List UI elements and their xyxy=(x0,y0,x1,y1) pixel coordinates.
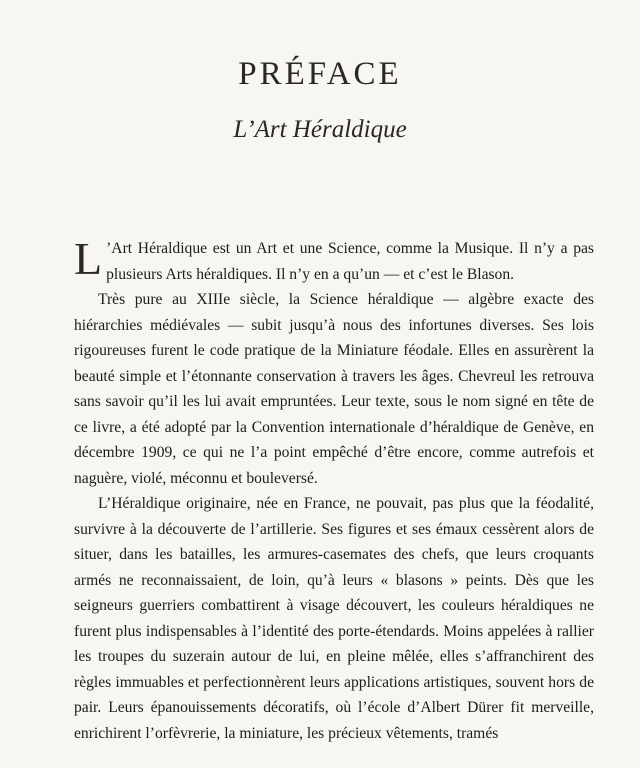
drop-cap: L xyxy=(74,233,103,284)
paragraph-1-text: ’Art Héraldique est un Art et une Science, comme la Musique. Il n’y a pas plusieurs Arts héraldiques. Il n’y en a qu’un — et c’est le Blason. xyxy=(106,240,594,283)
page-subtitle: L’Art Héraldique xyxy=(233,116,407,143)
body-text xyxy=(74,233,594,746)
paragraph-2: Très pure au XIIIe siècle, la Science héraldique — algèbre exacte des hiérarchies médiévales — subit jusqu’à nous des infortunes diverses. Ses lois rigoureuses furent le code pratique de la Miniature féodale. Elles en assurèrent la beauté simple et l’étonnante conservation à travers les âges. Chevreul les retrouva sans savoir qu’il les lui avait empruntées. Leur texte, sous le nom signé en tête de ce livre, a été adopté par la Convention internationale d’héraldique de Genève, en décembre 1909, ce qui ne l’a point empêché d’être encore, comme autrefois et naguère, violé, méconnu et bouleversé. xyxy=(74,291,594,487)
paragraph-3: L’Héraldique originaire, née en France, ne pouvait, pas plus que la féodalité, survivre à la découverte de l’artillerie. Ses figures et ses émaux cessèrent alors de situer, dans les batailles, les armures-casemates des chefs, que leurs croquants armés ne reconnaissaient, de loin, qu’à leurs « blasons » peints. Dès que les seigneurs guerriers combattirent à visage découvert, les couleurs héraldiques ne furent plus indispensables à l’identité des porte-étendards. Moins appelées à rallier les troupes du suzerain autour de lui, en pleine mêlée, elles s’affranchirent des règles immuables et perfectionnèrent leurs applications artistiques, souvent hors de pair. Leurs épanouissements décoratifs, où l’école d’Albert Dürer fit merveille, enrichirent l’orfèvrerie, la miniature, les précieux vêtements, tramés xyxy=(74,495,594,742)
page-title: PRÉFACE xyxy=(238,56,402,92)
paragraph-1 xyxy=(74,233,594,287)
